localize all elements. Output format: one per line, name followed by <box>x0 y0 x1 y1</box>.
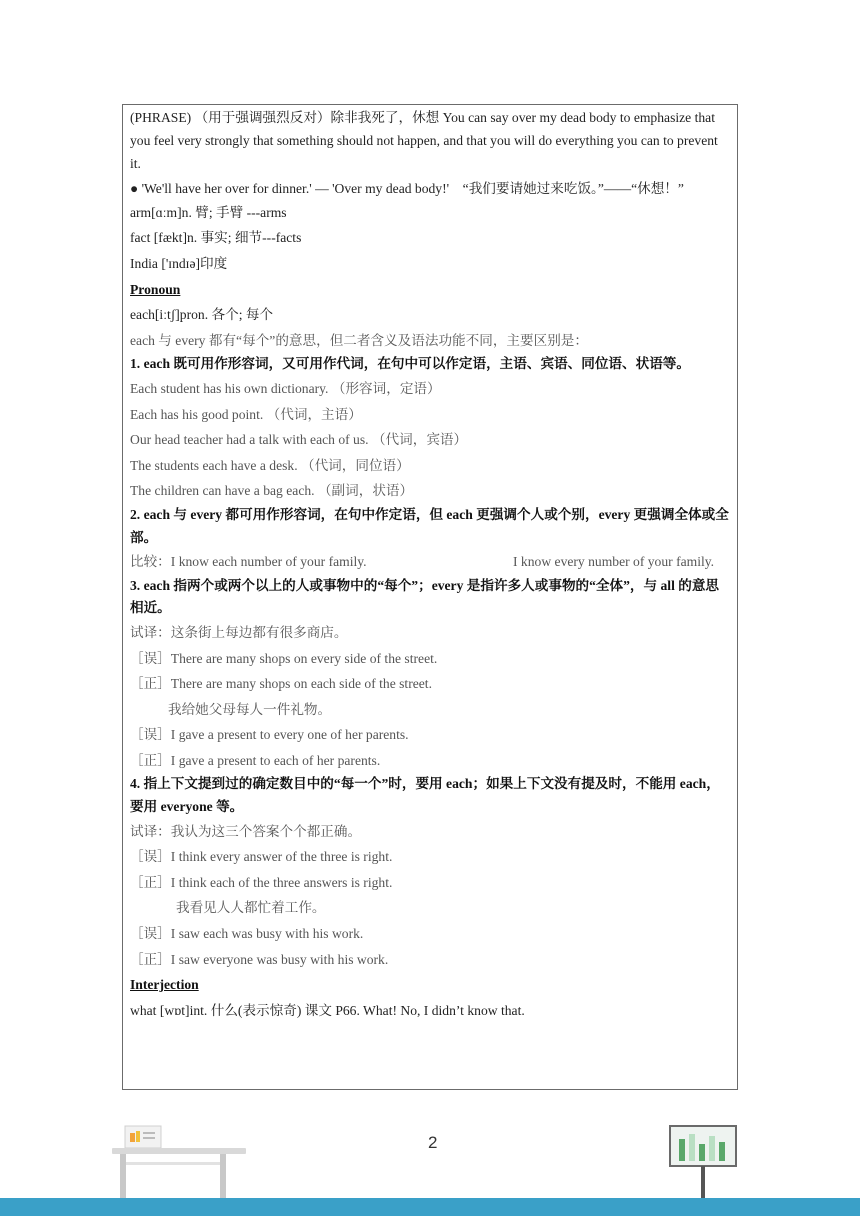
wrong-4: ［误］I saw each was busy with his work. <box>130 926 364 942</box>
vocab-india: India ['ɪndɪə]印度 <box>130 256 228 271</box>
example-5: The children can have a bag each. （副词，状语） <box>130 483 414 499</box>
wrong-2: ［误］I gave a present to every one of her parents. <box>130 727 409 743</box>
wrong-1: ［误］There are many shops on every side of the street. <box>130 650 438 666</box>
example-4: The students each have a desk. （代词，同位语） <box>130 457 410 473</box>
vocab-each: each[iːtʃ]pron. 各个; 每个 <box>130 307 274 323</box>
translate-2: 我给她父母每人一件礼物。 <box>168 701 332 717</box>
rule-4: 4. 指上下文提到过的确定数目中的“每一个”时，要用 each；如果上下文没有提及时，不能用 each，要用 everyone 等。 <box>130 776 720 815</box>
phrase-example: ● 'We'll have her over for dinner.' — 'Over my dead body!' “我们要请她过来吃饭。”——“休想！” <box>130 180 684 196</box>
rule-3: 3. each 指两个或两个以上的人或事物中的“每个”；every 是指许多人或事物的“全体”，与 all 的意思相近。 <box>130 577 720 616</box>
translate-4: 我看见人人都忙着工作。 <box>176 900 326 916</box>
vocab-what: what [wɒt]int. 什么(表示惊奇) 课文 P66. What! No, I didn’t know that. <box>130 1002 525 1018</box>
vocab-fact: fact [fækt]n. 事实; 细节---facts <box>130 230 302 246</box>
comparison-left: 比较：I know each number of your family. <box>130 554 367 570</box>
right-4: ［正］I saw everyone was busy with his work. <box>130 951 389 967</box>
translate-1: 试译：这条街上每边都有很多商店。 <box>130 624 348 640</box>
footer-bar <box>0 1198 860 1216</box>
comparison-right: I know every number of your family. <box>513 554 715 570</box>
example-3: Our head teacher had a talk with each of us. （代词，宾语） <box>130 432 468 448</box>
page-number: 2 <box>428 1133 438 1152</box>
presentation-board-icon <box>668 1124 740 1204</box>
right-1: ［正］There are many shops on each side of the street. <box>130 676 432 692</box>
heading-pronoun: Pronoun <box>130 281 181 297</box>
phrase-definition: (PHRASE) （用于强调强烈反对）除非我死了，休想 You can say over my dead body to emphasize that you feel very strongly that something should not happen, and that you will do everything you can to prevent it. <box>130 110 718 172</box>
right-2: ［正］I gave a present to each of her parents. <box>130 752 381 768</box>
vocab-arm: arm[ɑːm]n. 臂; 手臂 ---arms <box>130 204 287 220</box>
example-2: Each has his good point. （代词，主语） <box>130 406 362 422</box>
rule-1: 1. each 既可用作形容词，又可用作代词，在句中可以作定语，主语、宾语、同位语、状语等。 <box>130 356 690 372</box>
wrong-3: ［误］I think every answer of the three is right. <box>130 849 393 865</box>
right-3: ［正］I think each of the three answers is right. <box>130 874 393 890</box>
each-every-intro: each 与 every 都有“每个”的意思，但二者含义及语法功能不同，主要区别是： <box>130 332 588 348</box>
content-box <box>122 104 738 1090</box>
heading-interjection: Interjection <box>130 977 199 993</box>
desk-with-monitor-icon <box>108 1120 250 1200</box>
translate-3: 试译：我认为这三个答案个个都正确。 <box>130 823 362 839</box>
rule-2: 2. each 与 every 都可用作形容词，在句中作定语，但 each 更强调个人或个别，every 更强调全体或全部。 <box>130 506 729 545</box>
example-1: Each student has his own dictionary. （形容词，定语） <box>130 380 441 396</box>
comparison-line <box>130 549 731 575</box>
